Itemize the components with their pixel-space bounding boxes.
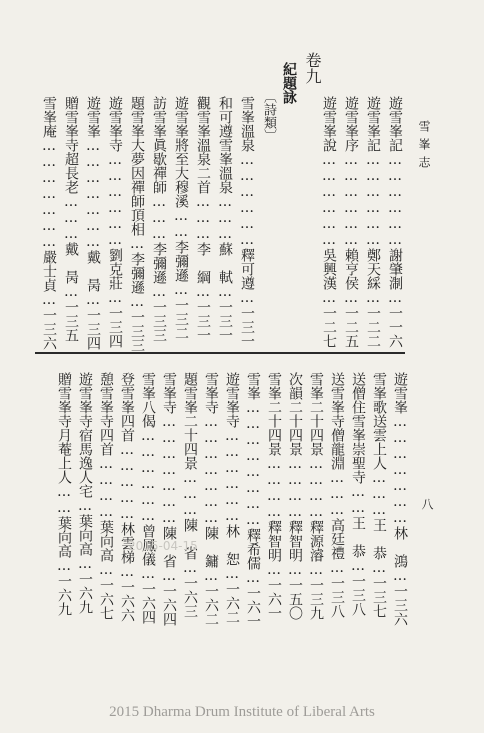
section-divider	[35, 352, 405, 354]
toc-entry: 遊雪峯記………………鄭天綵…一二二	[365, 96, 381, 348]
toc-entry: 雪峯二十四景…………釋智明…一六一	[266, 372, 282, 620]
toc-entry: 題雪峯大夢因禪師頂相…李彌遜…一三三	[129, 96, 145, 352]
page-number: 八	[420, 498, 434, 516]
toc-entry: 遊雪峯序………………賴亨侯…一二五	[343, 96, 359, 348]
footer-watermark: 2015 Dharma Drum Institute of Liberal Arts	[109, 704, 375, 720]
toc-entry: 雪峯寺…………………陳 鏞…一六二	[203, 372, 219, 626]
toc-entry: 遊雪峯寺………………林 恕…一六二	[224, 372, 240, 624]
toc-entry: 遊雪峯寺………………劉克莊…一三四	[107, 96, 123, 348]
toc-entry: 次韻二十四景…………釋智明…一五〇	[287, 372, 303, 620]
toc-entry: 登雪峯四首……………林雲梯…一六六	[119, 372, 135, 622]
toc-entry: 憩雪峯寺四首…………葉向高…一六七	[98, 372, 114, 620]
toc-entry: 贈雪峯寺月菴上人……葉向高…一六九	[56, 372, 72, 616]
toc-entry: 遊雪峯…………………戴 昺…一三四	[85, 96, 101, 350]
toc-entry: 雪峯……………………釋希儒…一六一	[245, 372, 261, 628]
toc-entry: 雪峯溫泉………………釋可遵…一三一	[239, 96, 255, 348]
toc-entry: 雪峯寺…………………陳 省…一六四	[161, 372, 177, 626]
toc-entry: 遊雪峯記………………謝肇淛…一一六	[387, 96, 403, 348]
toc-entry: 訪雪峯眞歇禪師………李彌遜…一三三	[151, 96, 167, 342]
category-label: 〔詩類〕	[261, 90, 276, 142]
date-stamp: 2015-04-15	[128, 539, 198, 553]
juan-heading: 卷九	[303, 52, 322, 84]
toc-entry: 遊雪峯說………………吳興漢…一二七	[321, 96, 337, 348]
toc-entry: 觀雪峯溫泉二首………李 綱…一三一	[195, 96, 211, 342]
toc-entry: 雪峯歌送雲上人………王 恭…一三七	[371, 372, 387, 618]
toc-entry: 送雪峯寺僧龍淵………高廷禮…一三八	[329, 372, 345, 618]
toc-entry: 雪峯八偈………………曾鳳儀…一六四	[140, 372, 156, 624]
toc-entry: 遊雪峯寺宿馬逸人宅…葉向高…一六九	[77, 372, 93, 614]
toc-entry: 贈雪峯寺超長老………戴 昺…一三五	[63, 96, 79, 342]
toc-entry: 雪峯庵…………………嚴士貞…一三六	[41, 96, 57, 350]
section-heading: 紀題詠	[281, 62, 297, 104]
toc-entry: 送僧住雪峯崇聖寺……王 恭…一三八	[350, 372, 366, 616]
toc-entry: 和可遵雪峯溫泉………蘇 軾…一三一	[217, 96, 233, 342]
toc-entry: 遊雪峯將至大穆溪……李彌遜…一三二	[173, 96, 189, 340]
toc-entry: 題雪峯二十四景………陳 省…一六三	[182, 372, 198, 618]
running-title: 雪峯志	[417, 120, 431, 174]
toc-entry: 雪峯二十四景…………釋源濬…一三九	[308, 372, 324, 620]
toc-entry: 遊雪峯…………………林 鴻…一三六	[392, 372, 408, 626]
